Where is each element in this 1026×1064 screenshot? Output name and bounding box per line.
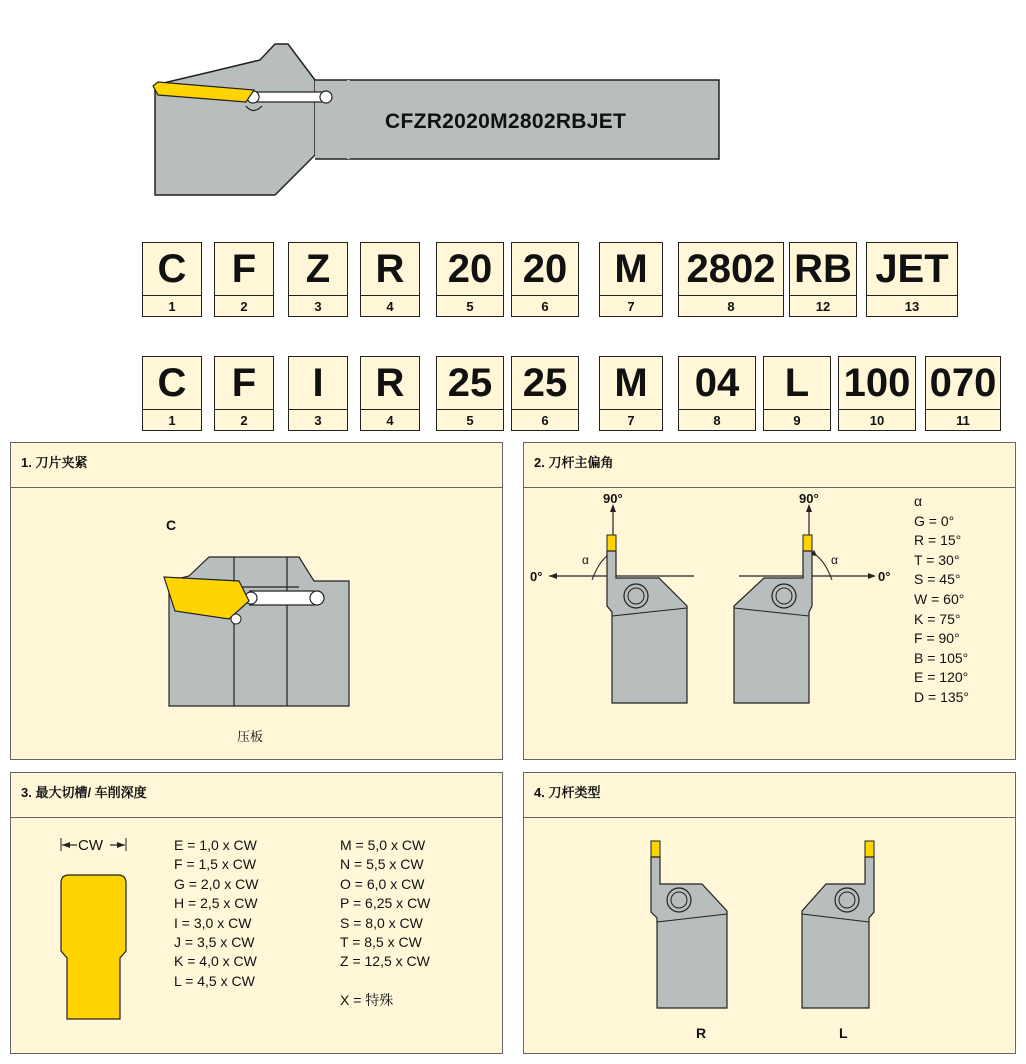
holder-type-right-label: R — [696, 1025, 707, 1041]
list-item: W = 60° — [914, 590, 965, 607]
code-cell — [288, 242, 348, 317]
list-item: J = 3,5 x CW — [174, 934, 255, 951]
depth-list-col2 — [340, 836, 430, 1011]
list-item: B = 105° — [914, 649, 969, 666]
code-letter: 070 — [929, 361, 997, 405]
code-letter: M — [614, 247, 648, 291]
code-position-number: 1 — [143, 409, 201, 430]
code-position-number: 8 — [679, 409, 755, 430]
list-item: P = 6,25 x CW — [340, 895, 431, 912]
code-letter: C — [157, 361, 187, 405]
panel-clamping-title: 1. 刀片夹紧 — [11, 443, 502, 488]
code-cell — [142, 242, 202, 317]
code-cell — [436, 356, 504, 431]
approach-angle-list — [914, 492, 969, 708]
code-letter: 20 — [447, 247, 493, 291]
list-item: G = 0° — [914, 512, 955, 529]
list-item: G = 2,0 x CW — [174, 875, 259, 892]
list-item: I = 3,0 x CW — [174, 914, 252, 931]
code-cell — [288, 356, 348, 431]
alpha-left: α — [582, 553, 589, 567]
list-item: D = 135° — [914, 688, 970, 705]
code-letter: C — [157, 247, 187, 291]
clamp-drawing — [159, 551, 359, 711]
panel-holder-type-title: 4. 刀杆类型 — [524, 773, 1015, 818]
code-letter: I — [312, 361, 324, 405]
code-cell — [678, 242, 784, 317]
code-position-number: 11 — [926, 409, 1000, 430]
code-cell — [599, 356, 663, 431]
code-position-number: 8 — [679, 295, 783, 316]
code-cell — [763, 356, 831, 431]
list-item: F = 1,5 x CW — [174, 856, 257, 873]
code-position-number: 3 — [289, 295, 347, 316]
angle-0-right: 0° — [878, 569, 891, 584]
code-cell — [360, 242, 420, 317]
list-item: R = 15° — [914, 532, 962, 549]
panel-max-depth-title: 3. 最大切槽/ 车削深度 — [11, 773, 502, 818]
list-item: T = 30° — [914, 551, 960, 568]
code-cell — [838, 356, 916, 431]
code-letter: Z — [305, 247, 331, 291]
list-item: X = 特殊 — [340, 992, 394, 1009]
approach-angle-drawing — [524, 488, 904, 758]
code-position-number: 2 — [215, 409, 273, 430]
code-cell — [599, 242, 663, 317]
list-item: F = 90° — [914, 630, 960, 647]
list-item: S = 45° — [914, 571, 961, 588]
code-cell — [142, 356, 202, 431]
code-letter: 2802 — [686, 247, 776, 291]
list-item: N = 5,5 x CW — [340, 856, 424, 873]
list-item: E = 1,0 x CW — [174, 837, 257, 853]
list-item: α — [914, 493, 923, 509]
code-cell — [511, 242, 579, 317]
panel-clamping — [10, 442, 503, 760]
code-letter: M — [614, 361, 648, 405]
code-position-number: 10 — [839, 409, 915, 430]
angle-90-right: 90° — [799, 491, 819, 506]
list-item: T = 8,5 x CW — [340, 934, 422, 951]
panel-approach-angle-title: 2. 刀杆主偏角 — [524, 443, 1015, 488]
list-item: S = 8,0 x CW — [340, 914, 423, 931]
code-letter: 04 — [694, 361, 740, 405]
panel-approach-angle — [523, 442, 1016, 760]
code-cell — [866, 242, 958, 317]
code-position-number: 1 — [143, 295, 201, 316]
panel-max-depth — [10, 772, 503, 1054]
list-item: E = 120° — [914, 669, 969, 686]
code-letter: F — [231, 361, 257, 405]
list-item: L = 4,5 x CW — [174, 972, 255, 989]
clamp-type-letter: C — [166, 517, 177, 533]
angle-90-left: 90° — [603, 491, 623, 506]
code-position-number: 13 — [867, 295, 957, 316]
code-letter: RB — [794, 247, 852, 291]
list-item: K = 4,0 x CW — [174, 953, 257, 970]
code-letter: 100 — [843, 361, 911, 405]
code-position-number: 4 — [361, 409, 419, 430]
list-item: K = 75° — [914, 610, 961, 627]
code-cell — [678, 356, 756, 431]
code-letter: 25 — [447, 361, 493, 405]
code-position-number: 6 — [512, 409, 578, 430]
code-cell — [511, 356, 579, 431]
holder-type-left-label: L — [839, 1025, 848, 1041]
code-cell — [214, 242, 274, 317]
list-item: Z = 12,5 x CW — [340, 953, 430, 970]
angle-0-left: 0° — [530, 569, 543, 584]
code-letter: 20 — [522, 247, 568, 291]
code-letter: L — [784, 361, 810, 405]
list-item: O = 6,0 x CW — [340, 875, 425, 892]
code-cell — [360, 356, 420, 431]
code-position-number: 5 — [437, 409, 503, 430]
code-position-number: 9 — [764, 409, 830, 430]
code-position-number: 6 — [512, 295, 578, 316]
code-position-number: 2 — [215, 295, 273, 316]
code-cell — [925, 356, 1001, 431]
code-position-number: 7 — [600, 295, 662, 316]
code-cell — [214, 356, 274, 431]
depth-list-col1 — [174, 836, 258, 991]
code-cell — [436, 242, 504, 317]
panel-holder-type — [523, 772, 1016, 1054]
code-letter: R — [375, 361, 405, 405]
code-letter: F — [231, 247, 257, 291]
code-letter: 25 — [522, 361, 568, 405]
code-position-number: 5 — [437, 295, 503, 316]
code-letter: R — [375, 247, 405, 291]
list-item: H = 2,5 x CW — [174, 895, 258, 912]
code-position-number: 4 — [361, 295, 419, 316]
code-cell — [789, 242, 857, 317]
alpha-right: α — [831, 553, 838, 567]
holder-label: CFZR2020M2802RBJET — [385, 110, 627, 133]
code-position-number: 12 — [790, 295, 856, 316]
code-letter: JET — [875, 247, 949, 291]
code-position-number: 3 — [289, 409, 347, 430]
list-item: M = 5,0 x CW — [340, 837, 426, 853]
holder-type-drawing — [524, 818, 1017, 1038]
cw-insert-drawing — [41, 831, 141, 1051]
code-position-number: 7 — [600, 409, 662, 430]
cw-label: CW — [78, 837, 103, 854]
clamp-caption: 压板 — [237, 729, 264, 744]
list-item — [340, 972, 430, 991]
